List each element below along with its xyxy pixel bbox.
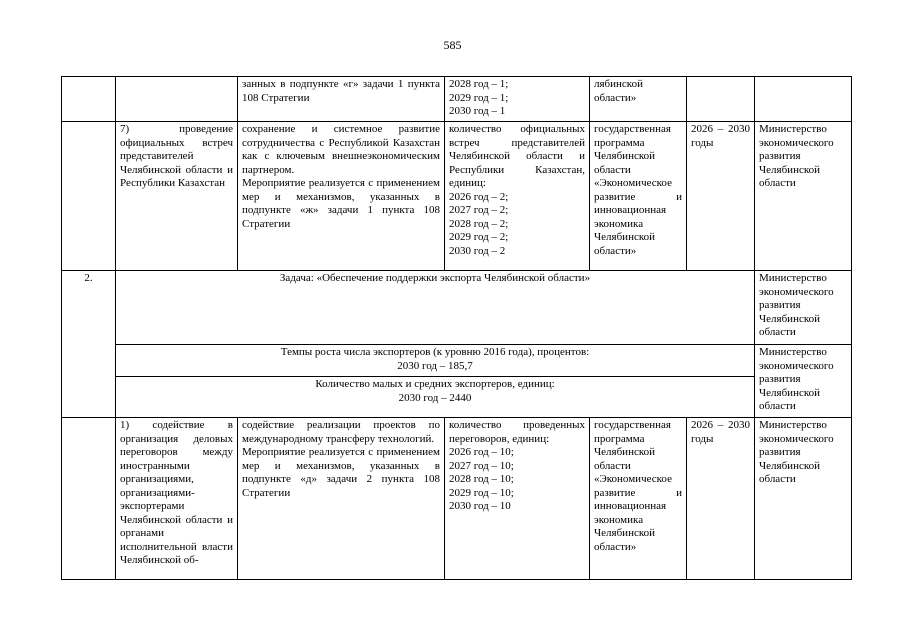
target-row: [62, 345, 852, 418]
task-title: Задача: «Обеспечение поддержки экспорта Челябинской области»: [116, 271, 755, 345]
source-cell: лябинской области»: [590, 77, 687, 122]
strategy-table: [61, 76, 852, 580]
content-cell: содействие реализации проектов по международному трансферу технологий. Мероприятие реализуется с применением мер и механизмов, указанных в подпункте «д» задачи 2 пункта 108 Стратегии: [238, 418, 445, 580]
content-cell: сохранение и системное развитие сотрудничества с Республикой Казахстан как с ключевым внешнеэкономическим партнером. Мероприятие реализуется с применением мер и механизмов, указанных в подпункте «ж» задачи 1 пункта 108 Стратегии: [238, 122, 445, 271]
table-row: [62, 418, 852, 580]
task-executor: Министерство экономического развития Челябинской области: [755, 271, 852, 345]
table-row: [62, 77, 852, 122]
executor-cell: [755, 77, 852, 122]
period-cell: 2026 – 2030 годы: [687, 122, 755, 271]
table-row: [62, 122, 852, 271]
period-cell: 2026 – 2030 годы: [687, 418, 755, 580]
row-number-cell: [62, 77, 116, 122]
target-executor: Министерство экономического развития Челябинской области: [755, 345, 852, 418]
content-cell: занных в подпункте «г» задачи 1 пункта 108 Стратегии: [238, 77, 445, 122]
indicator-cell: количество проведенных переговоров, единиц: 2026 год – 10; 2027 год – 10; 2028 год – 10; 2029 год – 10; 2030 год – 10: [445, 418, 590, 580]
indicator-cell: 2028 год – 1; 2029 год – 1; 2030 год – 1: [445, 77, 590, 122]
activity-cell: 7) проведение официальных встреч представителей Челябинской области и Республики Казахстан: [116, 122, 238, 271]
target-sme-exporters: Количество малых и средних экспортеров, единиц: 2030 год – 2440: [315, 378, 555, 404]
activity-cell: 1) содействие в организация деловых переговоров между иностранными организациями, организациями-экспортерами Челябинской области и органами исполнительной власти Челябинской об-: [116, 418, 238, 580]
row-number-cell: [62, 122, 116, 271]
activity-cell: [116, 77, 238, 122]
period-cell: [687, 77, 755, 122]
executor-cell: Министерство экономического развития Челябинской области: [755, 418, 852, 580]
row-number-cell: [62, 418, 116, 580]
task-number: 2.: [62, 271, 116, 418]
source-cell: государственная программа Челябинской области «Экономическое развитие и инновационная экономика Челябинской области»: [590, 122, 687, 271]
source-cell: государственная программа Челябинской области «Экономическое развитие и инновационная экономика Челябинской области»: [590, 418, 687, 580]
target-cell: [116, 345, 755, 418]
task-row: [62, 271, 852, 345]
page-number: 585: [443, 38, 462, 52]
target-growth-rate: Темпы роста числа экспортеров (к уровню 2016 года), процентов: 2030 год – 185,7: [116, 345, 754, 377]
executor-cell: Министерство экономического развития Челябинской области: [755, 122, 852, 271]
indicator-cell: количество официальных встреч представителей Челябинской области и Республики Казахстан, единиц: 2026 год – 2; 2027 год – 2; 2028 год – 2; 2029 год – 2; 2030 год – 2: [445, 122, 590, 271]
